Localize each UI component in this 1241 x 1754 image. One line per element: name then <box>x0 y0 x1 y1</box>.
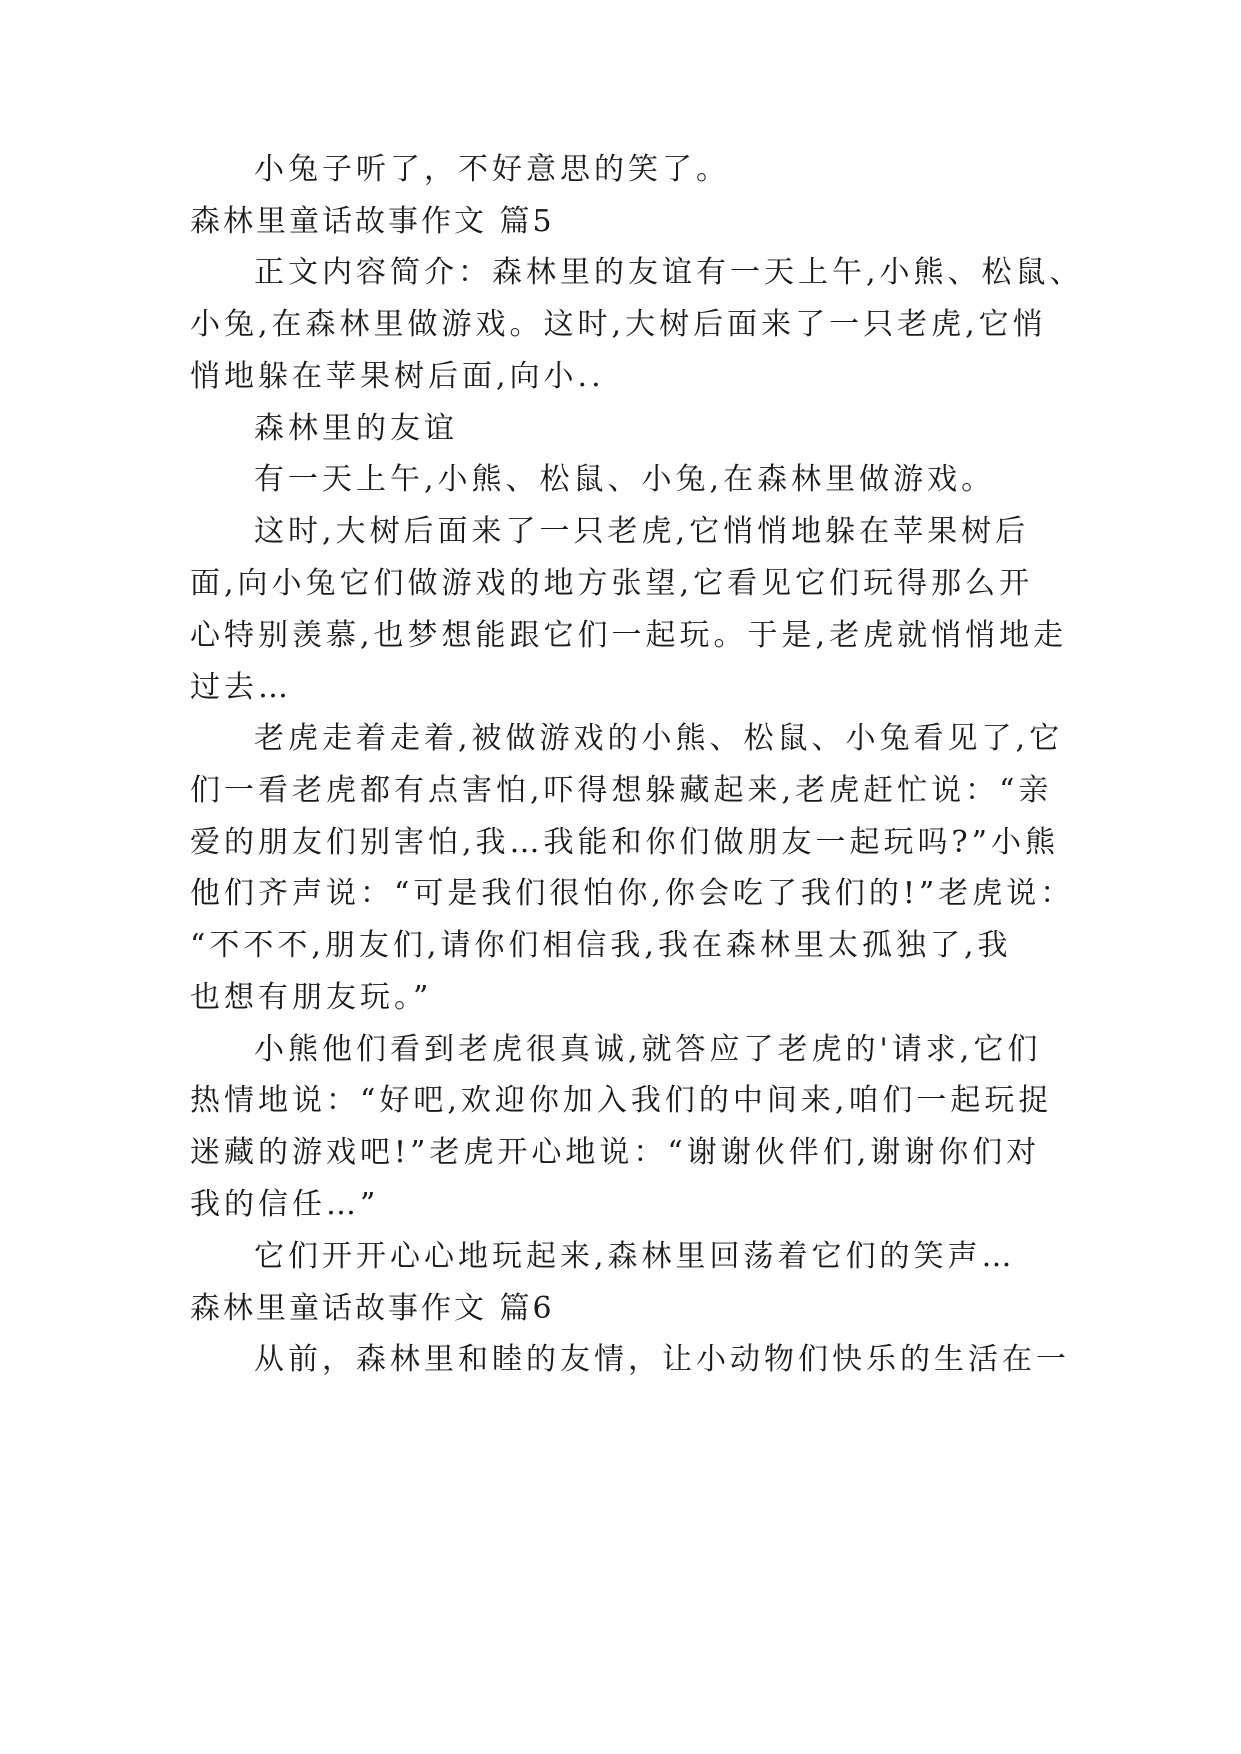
paragraph-line: 也想有朋友玩。” <box>190 980 433 1015</box>
article-title: 森林里的友谊 <box>254 411 458 446</box>
paragraph-line: 它们开开心心地玩起来,森林里回荡着它们的笑声… <box>254 1239 1016 1274</box>
section-heading: 森林里童话故事作文 篇6 <box>190 1291 555 1326</box>
paragraph-line: 老虎走着走着,被做游戏的小熊、松鼠、小兔看见了,它 <box>254 721 1064 756</box>
paragraph-line: 小兔子听了，不好意思的笑了。 <box>254 152 730 187</box>
paragraph-line: 热情地说：“好吧,欢迎你加入我们的中间来,咱们一起玩捉 <box>190 1083 1053 1118</box>
paragraph-line: 爱的朋友们别害怕,我…我能和你们做朋友一起玩吗?”小熊 <box>190 825 1059 860</box>
paragraph-line: 有一天上午,小熊、松鼠、小兔,在森林里做游戏。 <box>254 462 996 497</box>
paragraph-line: 小兔,在森林里做游戏。这时,大树后面来了一只老虎,它悄 <box>190 307 1047 342</box>
section-heading: 森林里童话故事作文 篇5 <box>190 204 555 239</box>
paragraph-line: 面,向小兔它们做游戏的地方张望,它看见它们玩得那么开 <box>190 566 1034 601</box>
paragraph-line: 从前，森林里和睦的友情，让小动物们快乐的生活在一 <box>254 1342 1070 1377</box>
paragraph-line: “不不不,朋友们,请你们相信我,我在森林里太孤独了,我 <box>190 928 1012 963</box>
paragraph-line: 小熊他们看到老虎很真诚,就答应了老虎的'请求,它们 <box>254 1032 1042 1067</box>
paragraph-line: 悄地躲在苹果树后面,向小.. <box>190 359 605 394</box>
paragraph-line: 正文内容简介：森林里的友谊有一天上午,小熊、松鼠、 <box>254 255 1084 290</box>
paragraph-line: 过去… <box>190 670 292 705</box>
paragraph-line: 这时,大树后面来了一只老虎,它悄悄地躲在苹果树后 <box>254 514 1030 549</box>
paragraph-line: 他们齐声说：“可是我们很怕你,你会吃了我们的!”老虎说： <box>190 876 1075 911</box>
paragraph-line: 我的信任…” <box>190 1187 380 1222</box>
paragraph-line: 迷藏的游戏吧!”老虎开心地说：“谢谢伙伴们,谢谢你们对 <box>190 1135 1041 1170</box>
paragraph-line: 心特别羡慕,也梦想能跟它们一起玩。于是,老虎就悄悄地走 <box>190 618 1068 653</box>
paragraph-line: 们一看老虎都有点害怕,吓得想躲藏起来,老虎赶忙说：“亲 <box>190 773 1053 808</box>
